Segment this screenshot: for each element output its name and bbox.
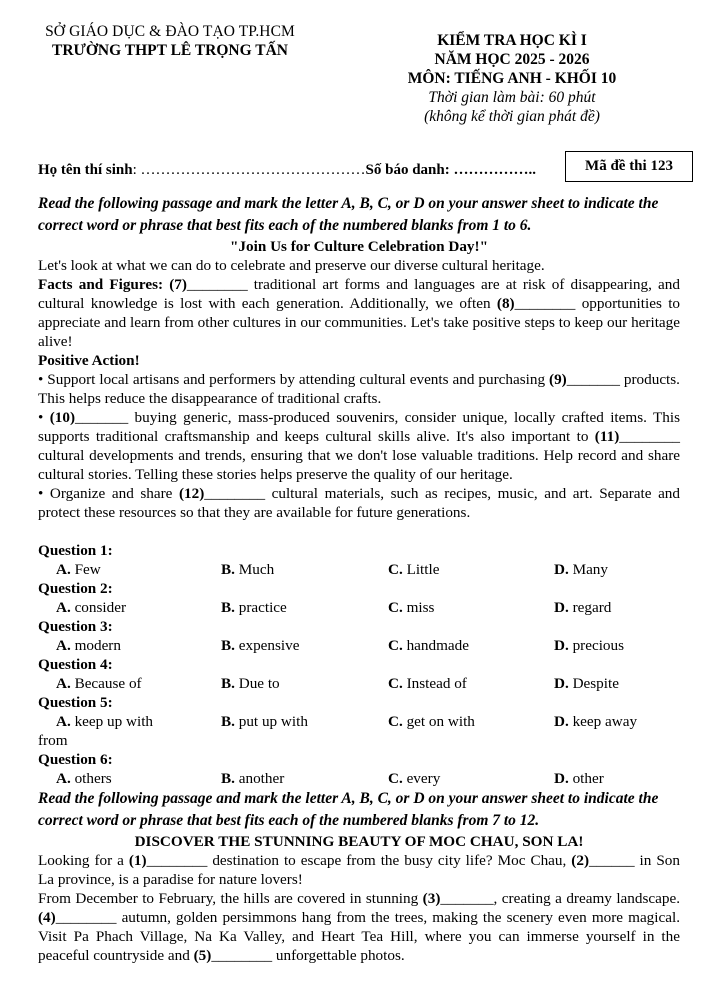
- candidate-line: [38, 161, 536, 180]
- bullet-3-text-2: ________ cultural materials, such as recipes, music, and art. Separate and protect these resources so that they are available for future generations.: [38, 485, 680, 521]
- option-c[interactable]: C. Instead of: [388, 675, 467, 692]
- positive-action-label: [38, 351, 680, 370]
- school-year: NĂM HỌC 2025 - 2026: [434, 51, 590, 68]
- question-options: [38, 636, 680, 655]
- question-title: Question 4:: [38, 656, 113, 673]
- bullet-3-text-1: • Organize and share: [38, 485, 179, 502]
- question-title: Question 6:: [38, 751, 113, 768]
- bullet-2-text-1: _______ buying generic, mass-produced souvenirs, consider unique, locally crafted items. This supports traditional craftsmanship and keeps cultural skills alive. It's also important to: [38, 409, 680, 445]
- option-wrap-text: from: [38, 732, 68, 749]
- facts-text-1: ________ traditional art forms and languages are at risk of disappearing, and cultural knowledge is lost with each generation. Additionally, we often: [38, 276, 680, 312]
- time-note: (không kể thời gian phát đề): [424, 108, 600, 125]
- facts-label: Facts and Figures:: [38, 276, 164, 293]
- bullet-1-text-2: _______ products. This helps reduce the disappearance of traditional crafts.: [38, 371, 680, 407]
- option-c[interactable]: C. Little: [388, 561, 440, 578]
- option-c[interactable]: C. handmade: [388, 637, 469, 654]
- option-d[interactable]: D. keep away: [554, 713, 638, 730]
- option-d[interactable]: D. Despite: [554, 675, 619, 692]
- option-b[interactable]: B. another: [221, 770, 285, 787]
- option-a[interactable]: A. consider: [56, 599, 127, 616]
- question-options: [38, 769, 680, 788]
- candidate-id-field[interactable]: ……………..: [453, 162, 536, 178]
- option-a[interactable]: A. Because of: [56, 675, 142, 692]
- blank-11: (11): [594, 428, 620, 445]
- bullet-1: [38, 370, 680, 408]
- p2-text-3: ______ in Son La province, is a paradise for nature lovers!: [38, 852, 680, 888]
- blank-10: (10): [49, 409, 76, 426]
- exam-code-box: Mã đề thi 123: [565, 151, 693, 182]
- passage1-instruction: Read the following passage and mark the letter A, B, C, or D on your answer sheet to indicate the correct word or phrase that best fits each of the numbered blanks from 1 to 6.: [38, 195, 659, 234]
- blank-12: (12): [178, 485, 205, 502]
- p2-text-1: Looking for a: [38, 852, 129, 869]
- passage1-intro: Let's look at what we can do to celebrate and preserve our diverse cultural heritage.: [38, 257, 545, 274]
- bullet-3: [38, 484, 680, 522]
- passage1-title: "Join Us for Culture Celebration Day!": [229, 238, 489, 255]
- header-left: [0, 22, 340, 60]
- option-b[interactable]: B. Much: [221, 561, 275, 578]
- question-options: [38, 674, 680, 693]
- blank-p2-1: (1): [128, 852, 147, 869]
- option-d[interactable]: D. regard: [554, 599, 612, 616]
- bullet-2-marker: •: [38, 409, 50, 426]
- department-name: SỞ GIÁO DỤC & ĐÀO TẠO TP.HCM: [45, 23, 295, 40]
- option-a[interactable]: A. others: [56, 770, 112, 787]
- blank-8: (8): [496, 295, 515, 312]
- blank-7: (7): [163, 276, 187, 293]
- option-a[interactable]: A. Few: [56, 561, 101, 578]
- option-c[interactable]: C. every: [388, 770, 441, 787]
- question-title: Question 5:: [38, 694, 113, 711]
- option-d[interactable]: D. other: [554, 770, 604, 787]
- p2-text-2: ________ destination to escape from the busy city life? Moc Chau,: [146, 852, 572, 869]
- option-b[interactable]: B. expensive: [221, 637, 300, 654]
- option-c[interactable]: C. miss: [388, 599, 435, 616]
- p2-text-5: _______, creating a dreamy landscape.: [440, 890, 680, 907]
- option-b[interactable]: B. practice: [221, 599, 287, 616]
- question-options: [38, 712, 680, 731]
- positive-action-heading: Positive Action!: [38, 352, 140, 369]
- time-limit: Thời gian làm bài: 60 phút: [428, 89, 596, 106]
- passage2-title: DISCOVER THE STUNNING BEAUTY OF MOC CHAU, SON LA!: [134, 833, 584, 850]
- facts-text-2: ________ opportunities to appreciate and learn from other cultures in our communities. Let's take positive steps to keep our heritage alive!: [38, 295, 681, 350]
- option-a[interactable]: A. modern: [56, 637, 121, 654]
- bullet-2-text-2: ________ cultural developments and trends, ensuring that we don't lose valuable traditions. Help record and share cultural stories. Telling these stories helps preserve the quality of our heritage.: [38, 428, 680, 483]
- candidate-name-field[interactable]: : ………………………………………: [132, 162, 366, 178]
- option-d[interactable]: D. precious: [554, 637, 625, 654]
- option-b[interactable]: B. Due to: [221, 675, 280, 692]
- p2-text-6: ________ autumn, golden persimmons hang from the trees, making the scenery even more magical. Visit Pa Phach Village, Na Ka Valley, and Heart Tea Hill, where you can immerse yourself in the peaceful countryside and: [38, 909, 680, 964]
- blank-9: (9): [549, 371, 567, 388]
- option-c[interactable]: C. get on with: [388, 713, 475, 730]
- passage2-paragraph-1: [38, 851, 680, 889]
- bullet-2: [38, 408, 680, 484]
- exam-title: KIỂM TRA HỌC KÌ I: [437, 32, 587, 49]
- candidate-name-label: Họ tên thí sinh: [38, 162, 133, 178]
- subject: MÔN: TIẾNG ANH - KHỐI 10: [407, 70, 617, 87]
- option-b[interactable]: B. put up with: [221, 713, 308, 730]
- option-a[interactable]: A. keep up with: [56, 713, 154, 730]
- passage2-instruction: Read the following passage and mark the letter A, B, C, or D on your answer sheet to indicate the correct word or phrase that best fits each of the numbered blanks from 7 to 12.: [38, 790, 659, 829]
- candidate-id-label: Số báo danh:: [365, 162, 454, 178]
- p2-text-4: From December to February, the hills are covered in stunning: [38, 890, 423, 907]
- question-list: [38, 541, 680, 788]
- p2-text-7: ________ unforgettable photos.: [211, 947, 405, 964]
- question-options: [38, 560, 680, 579]
- blank-p2-4: (4): [38, 909, 56, 926]
- passage1-facts: [38, 275, 680, 351]
- question-title: Question 3:: [38, 618, 113, 635]
- exam-body: [38, 193, 680, 965]
- header-right: [388, 31, 636, 126]
- school-name: TRƯỜNG THPT LÊ TRỌNG TẤN: [52, 42, 288, 59]
- blank-p2-3: (3): [422, 890, 441, 907]
- question-options: [38, 598, 680, 617]
- passage2-paragraph-2: [38, 889, 680, 965]
- option-d[interactable]: D. Many: [554, 561, 608, 578]
- blank-p2-2: (2): [571, 852, 590, 869]
- question-title: Question 2:: [38, 580, 113, 597]
- blank-p2-5: (5): [193, 947, 212, 964]
- bullet-1-text-1: • Support local artisans and performers by attending cultural events and purchasing: [38, 371, 550, 388]
- question-title: Question 1:: [38, 542, 113, 559]
